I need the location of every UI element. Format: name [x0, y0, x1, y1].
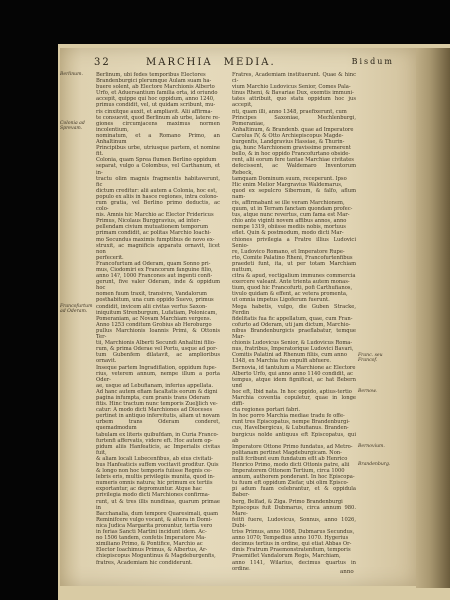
right-column-line: cofurto ad Oderam, uti jam dictum, Marchio- — [232, 321, 351, 328]
right-column-line: nulli fcribunt eum fundatum eflt ab Henrico — [232, 455, 348, 462]
left-column-line: Pomeraniam, ac Novam Marchiam vergens. — [96, 315, 212, 322]
right-column-line: annum, authorem ponderant. In hoc Episcopa- — [232, 474, 355, 481]
left-column-line: separat, vulgo a Colombus, vel Carthanum, et in- — [96, 163, 220, 176]
right-column-line: Carolus IV, & Otto Archiepiscopus Magde- — [232, 132, 344, 139]
right-column-line: In hoc porro Marchia mediae tradu fe offe- — [232, 413, 345, 420]
left-column-line: & aliam locali Lubecenfibus, ab eius civitati- — [96, 455, 213, 462]
left-column-line: perfecerit. — [96, 254, 124, 261]
right-column-line: feitfi fuere, Ludovicus, Sonnus, anno 1026, Dubi- — [232, 516, 356, 529]
left-column-line: te consuevit, quod Berlinum ab urbe, latere re- — [96, 114, 220, 121]
right-column-line: Fratres, Academiam instituerunt. Quae & hinc ci- — [232, 72, 356, 85]
left-column-line: Francofurtum ad Oderam, quam Sonno pri- — [96, 260, 211, 267]
right-column-line: Mega habetis, vulgo, die Guben Stracke, Ferdin — [232, 303, 356, 316]
right-column-line: tu fuum eft oppidum Ziefar, ubi olim Episco- — [232, 480, 349, 487]
right-column-line: nempe 1319, obiisse mediis nobis, mortuus — [232, 224, 346, 231]
right-column-line: quod ex sepulcro Sibernum, & falfo, aflum nam- — [232, 187, 356, 200]
right-column-line: Alberto Urfo, qui anno anno 1140 condidit, ac — [232, 370, 353, 377]
left-column-line: rius, veterem annum, nempe illum a porta Oder- — [96, 370, 220, 383]
left-column-line: pertinet in antiquo infervitutis, aliam ut novam — [96, 413, 220, 420]
left-column-line: nominatum, et a Romano Primo, an Anhaltinum — [96, 132, 220, 146]
left-column-line: accepit, quippe qui hoc oppidum, anno 1240, — [96, 96, 215, 103]
right-column-line: tamquam Dominum suum, receperunt. Ipso — [232, 175, 347, 182]
right-column-line: tus, atque nunc revertus, cum fama est Mar- — [232, 212, 350, 219]
left-column-line: primus condidit, vel, ut quidam scribunt, mu- — [96, 102, 216, 109]
left-column-line: mus, Ciodomiri ex Francorum fanguine filio, — [96, 267, 213, 273]
right-column-line: tempus, atque idem fignificat, ac hat Bebern und — [232, 376, 356, 389]
left-column-line: rum, & prima Oderae vel Portu, usque ad por- — [96, 346, 218, 353]
left-column-line: Ad hanc autem efiam facaltatis eorum & digni — [96, 388, 218, 395]
right-column-line: pi adum fuam celebrantur, et & oppidula Baber- — [232, 486, 356, 499]
right-column-line: praedeti funt, ita, ut per totam Marchiam nuttum, — [232, 260, 356, 273]
left-column-line: struxit, ac magnificis apparatu ornavit, licet non — [96, 242, 220, 255]
catchword: anno — [340, 569, 354, 575]
left-column-line: gerunt, five valer Oderam, inde & oppidum hoc — [96, 279, 220, 292]
right-column-text — [232, 72, 356, 570]
right-column-line: dinis Fratrum Praemonstratenfium, temporis — [232, 547, 351, 554]
right-column-line: rto, Comite Palatino Rheni, Francofurtenfibus — [232, 254, 353, 261]
left-column-line: exportantur, ac depromuntur. Atque hac — [96, 486, 202, 493]
margin-note: Berlinum. — [60, 72, 83, 77]
left-column-line: pagina infumpta, cum pranis trans Oderam — [96, 394, 210, 401]
right-column-line: tates attribuit, quo statu oppidum hoc jus accepit, — [232, 96, 356, 109]
left-column-line: nis. Amnis hic Marchio ac Elector Fridericus — [96, 212, 214, 219]
left-column-line: Inseque partem Ingradiflation, oppidum fupe- — [96, 364, 217, 371]
right-column-line: chiones privilegia a Fratre illius Ludovici Senio- — [232, 236, 356, 249]
left-column-line: in ferias Sancti Martini incidunt idem. Ac- — [96, 529, 207, 536]
right-column-line: berg, Belfad, & Ziga. Primo Brandenburgi — [232, 498, 343, 505]
right-column-line: nus, fratribus, Imperatorique Ludovici Bavari, — [232, 346, 354, 353]
left-column-text — [96, 72, 220, 566]
left-column-line: privilegia modo dicti Marchiones confirma- — [96, 492, 210, 499]
right-column-line: tinus Rheni, & Bavariae Dux, exemtis immuni- — [232, 90, 354, 97]
right-column-line: tivulo quidam & effent, ac vetera promenta, — [232, 291, 348, 298]
right-column-line: quum, ut in Terram fanctam quondam profec- — [232, 206, 353, 213]
margin-note: Bernovium. — [358, 444, 385, 450]
left-column-line: mo Secundus maximis fumptibus de novo ex- — [96, 236, 215, 243]
left-column-line: anno 14?, 1000 Francones aut ingenti confi- — [96, 273, 213, 280]
left-column-line: runt, ut & tres illis nundinas, quarum primae in — [96, 498, 220, 511]
right-column-line: exercere valeant. Ante trienta autem monas- — [232, 279, 350, 286]
margin-note: Colonia ad Sprevam. — [60, 120, 85, 131]
left-column-line: fratres, Academiam hic condiderunt. — [96, 559, 193, 566]
right-column-line: Episcopus fuit Dubmarus, circa annum 980. Mare- — [232, 504, 356, 517]
right-column-line: defecissent, ac Waldemaro Inventorum Rebeck, — [232, 163, 356, 176]
left-column-line: & longo non hoc temporis fuiisse Regnis ce- — [96, 468, 212, 475]
left-column-line: posthabitum, una cum oppido Suevo, primus — [96, 297, 214, 304]
left-column-line: Bacchanalia, dum tempore Quaresimali, quam — [96, 510, 219, 517]
left-column-line: fitis. Hinc tractum nunc temporis Zueljlich ve- — [96, 401, 218, 408]
folio-number: 32 — [94, 57, 111, 68]
right-column-line: ris, affirmabant se ille veram Marchionem, — [232, 199, 345, 206]
left-column-line: rum gratia, vel Berlino primo deductis, ac colo- — [96, 199, 220, 213]
left-column-line: tum Gubenfem dilatavit, ac amplioribus ornavit. — [96, 352, 220, 365]
right-column-line: Praemiflet Vandalorum Regis, Marchiam, — [232, 553, 341, 560]
left-column-line: ae, usque ad Lebufianam, inferius appellata. — [96, 382, 214, 389]
running-title: MARCHIA MEDIA. — [146, 57, 276, 68]
left-column-line: tabulam ex literis quibufdam, in Curia Franco- — [96, 431, 219, 438]
right-column-line: chio ante viginti novem affibus annos, anno — [232, 218, 347, 225]
left-column-line: giones circumjacens maximus normen incolentium, — [96, 120, 220, 133]
page-edge — [416, 48, 450, 588]
right-column-line: Bernovia, id tantulum a Marchione ac Electore — [232, 364, 356, 371]
left-column-line: ximiliano Primo, & Pontifice, Marchio ac — [96, 541, 203, 548]
left-column-line: Brandenburgici plerumque Aulam suam ha- — [96, 78, 212, 85]
left-column-line: ris cinxitque auxit, et ampliavit. Alii affirma- — [96, 108, 213, 115]
right-column-line: 1348, ex Marchia fuo expulfi abfuere. — [232, 358, 332, 365]
right-column-line: chionis Ludovicus Senior, & Ludovicus Roma- — [232, 340, 353, 347]
right-column-line: cta regiones portari fabri. — [232, 407, 301, 414]
left-column-line: Urfo, et Aduersantium familia orta, id oriundo — [96, 90, 218, 97]
right-column-line: burgenfis, Landgravius Hassiae, & Thurin- — [232, 139, 345, 146]
right-column-line: fidelitatis fua fic appellatum, quae, cum Fran- — [232, 315, 353, 322]
margin-note: Francofurtum ad Oderam. — [60, 303, 93, 314]
left-column-line: Anno 1253 conditum Grobius ab Heroburgo — [96, 321, 212, 328]
left-column-line: tractu olim magnis fragmentis habitaverunt, fic — [96, 175, 220, 188]
left-column-line: primam condidit, ac politas Marchio Ioachi- — [96, 230, 212, 237]
right-column-line: eflet. Quin & postmodum, modo dicti Mar- — [232, 230, 344, 237]
right-column-line: cus, Havelbergicus, & Lubufianus. Branden- — [232, 425, 349, 432]
left-column-line: condidit, invicem alii civitas verfus Saxon- — [96, 303, 208, 310]
right-column-line: nibus Brandenburgicis praeflabatur, temque Mar- — [232, 327, 356, 341]
left-column-line: urbem trans Oderam conderet, quemadmodum — [96, 419, 220, 432]
right-column-line: Principes Saxoniae, Mechlenburgi, Pomeraniae, — [232, 114, 356, 127]
left-column-line: pidum aliis Hanfeaticis, ac Imperialis civitas fuit, — [96, 443, 220, 456]
left-column-line: tii, Marchionis Alberti Secundi Anhaltini filio- — [96, 340, 216, 347]
left-column-line: Colonia, quam Sprea flumen Berlino oppidum — [96, 157, 217, 164]
margin-note: Bernow. — [358, 389, 377, 395]
left-column-line: no 1506 tandem, confetis Imperatore Ma- — [96, 535, 206, 542]
left-column — [96, 72, 220, 570]
left-column-line: pellendam civium mutuationem temporum — [96, 224, 209, 231]
left-column-line: chiepiscopus Moguntinus & Magdeburgenfis, — [96, 553, 216, 560]
right-column-line: gia, hunc Marchionem gravissime premerent — [232, 145, 351, 152]
right-column-line: anno 1141, Wilarius, decimus quartus in ordine, — [232, 559, 356, 570]
left-column-line: dictum creditur: alii autem a Colonia, hoc est, — [96, 187, 217, 194]
right-column-line: tium, quod hic Francofurti, pofi Carthufianos, — [232, 285, 353, 292]
left-column-line: catur: A modo dicti Marchiones ad Dioceses — [96, 407, 213, 414]
right-column — [232, 72, 356, 570]
left-column-line: lebris eris, multis privilegiis munita, quod in- — [96, 474, 215, 481]
right-column-line: Marchia coventia copuletur, quae in longe diffi- — [232, 394, 356, 408]
margin-note: Brandenburg. — [358, 462, 391, 468]
page-header — [94, 57, 394, 71]
left-column-line: nica Judica Margarita pronuntur, tertia vero — [96, 522, 213, 529]
right-column-line: vium Marchio Ludovicus Senior, Comes Pala- — [232, 84, 351, 91]
margin-note: Franc. seu Francof. — [358, 352, 383, 363]
right-column-line: citra & apud, vectigalium immunes commercia — [232, 273, 356, 280]
left-column-line: Reminifcere vulgo vocant, & altera in Domi- — [96, 516, 213, 523]
left-column-line: nomen fuum traxit, transivre, Vandalorum — [96, 291, 207, 298]
left-column-line: Primus, Nicolaus Burggravius, ad inter- — [96, 218, 201, 225]
right-column-line: ut omnia impetus Ligoferum fuerunt. — [232, 297, 330, 304]
signature-mark: Bisdum — [351, 57, 394, 66]
right-column-line: Hic enim Melior Margravius Waldemarus, — [232, 181, 343, 188]
right-column-line: runt tres Episcopatus, nempe Brandenburgi- — [232, 419, 350, 426]
left-column-line: Berlinum, ubi fedes temporibus Electores — [96, 72, 206, 78]
right-column-line: re, Ludovico Romano, et Imperatore Rupe- — [232, 248, 345, 255]
right-column-line: decimus tertius in ordine, qui etiat Abbas Or- — [232, 541, 352, 548]
right-column-line: politanam pertinet Magdeburgicam. Non- — [232, 449, 342, 456]
left-column-line: pullus Marchionis Ioannis Primi, & Ottonis Ter- — [96, 327, 220, 341]
left-column-line: numeris omnis natura; hic primum ex tertiis — [96, 480, 213, 487]
left-column-line: Principibus urbe, utriusque partem, et nomine fit. — [96, 145, 220, 158]
right-column-line: Henrico Primo, modo dicti Ottonis patre, alii — [232, 462, 350, 468]
right-column-line: rent, alii eorum fere tantae Marchiae civitates — [232, 157, 354, 164]
left-column-line: Elector Ioachimus Primus, & Albertus, Ar- — [96, 547, 208, 554]
right-column-line: triss Primus, anno 1068, Dubmarus Secundus, — [232, 529, 355, 536]
right-column-line: hoc eft, Ibid nata. In hoc oppido, aptius-tertio — [232, 388, 352, 395]
right-column-line: Comitis Palatini ad Rhenum filiis, cum anno — [232, 352, 347, 359]
left-column-line: buere solent, ab Electore Marchionis Alberto — [96, 84, 215, 91]
left-column-line: bus Hanfeaticis suffem vocitavit proditur. Quis — [96, 462, 219, 468]
right-column-line: anno 1070; Tempedius anno 1070. Hygerius — [232, 535, 349, 542]
left-column-line: iniquitum Strenburgum, Lufatiam, Polonicam, — [96, 309, 218, 316]
left-column-line: populo ex aliis in hasce regiones, intra colono- — [96, 193, 219, 200]
right-column-line: Imperatore Ottone Primo fundatus, ad Metro- — [232, 443, 353, 450]
right-column-line: nti, quam illi, anno 1348, praefixerunt, cum — [232, 108, 347, 115]
right-column-line: burgicus nolde antiquus eft Episcopatus, qui ab — [232, 431, 356, 444]
right-column-line: Anhaltinum, & Brandenb. quae ad Imperatore — [232, 126, 354, 133]
left-column-line: furtenfi affervatis, videre eft. Hoc autem op- — [96, 437, 213, 444]
right-column-line: bello, & in hoc oppido Francofurtano obside- — [232, 151, 351, 158]
right-column-line: Imperatorem Ottonem Tertium, circa 1000 — [232, 468, 345, 475]
